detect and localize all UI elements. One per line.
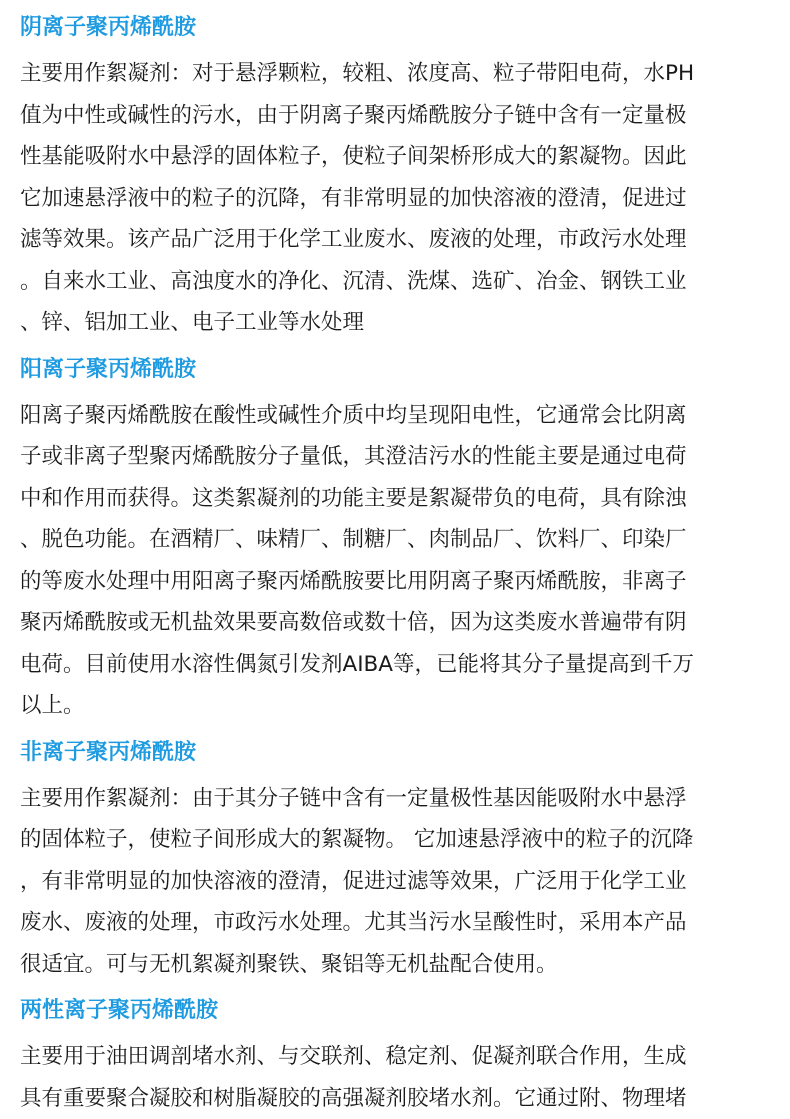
section-title-anionic: 阴离子聚丙烯酰胺 [20, 12, 770, 44]
paragraph-line: 主要用于油田调剖堵水剂、与交联剂、稳定剂、促凝剂联合作用，生成 [20, 1036, 770, 1078]
paragraph-line: 主要用作絮凝剂：对于悬浮颗粒，较粗、浓度高、粒子带阳电荷，水PH [20, 53, 770, 95]
paragraph-line: 性基能吸附水中悬浮的固体粒子，使粒子间架桥形成大的絮凝物。因此 [20, 136, 770, 178]
paragraph-line: 的固体粒子，使粒子间形成大的絮凝物。 它加速悬浮液中的粒子的沉降 [20, 819, 770, 861]
paragraph-line: 废水、废液的处理，市政污水处理。尤其当污水呈酸性时，采用本产品 [20, 902, 770, 944]
paragraph-line: 子或非离子型聚丙烯酰胺分子量低，其澄洁污水的性能主要是通过电荷 [20, 436, 770, 478]
paragraph-line: 、脱色功能。在酒精厂、味精厂、制糖厂、肉制品厂、饮料厂、印染厂 [20, 519, 770, 561]
paragraph-line: 、锌、铝加工业、电子工业等水处理 [20, 302, 770, 344]
section-title-cationic: 阳离子聚丙烯酰胺 [20, 354, 770, 386]
paragraph-line: 它加速悬浮液中的粒子的沉降，有非常明显的加快溶液的澄清，促进过 [20, 178, 770, 220]
paragraph-line: 中和作用而获得。这类絮凝剂的功能主要是絮凝带负的电荷，具有除浊 [20, 478, 770, 520]
paragraph-line: 主要用作絮凝剂：由于其分子链中含有一定量极性基因能吸附水中悬浮 [20, 778, 770, 820]
paragraph-line: 具有重要聚合凝胶和树脂凝胶的高强凝剂胶堵水剂。它通过附、物理堵 [20, 1078, 770, 1119]
paragraph-line: ，有非常明显的加快溶液的澄清，促进过滤等效果，广泛用于化学工业 [20, 861, 770, 903]
paragraph-line: 的等废水处理中用阳离子聚丙烯酰胺要比用阴离子聚丙烯酰胺，非离子 [20, 561, 770, 603]
section-body-anionic [20, 53, 770, 344]
paragraph-line: 阳离子聚丙烯酰胺在酸性或碱性介质中均呈现阳电性，它通常会比阴离 [20, 395, 770, 437]
section-body-cationic [20, 395, 770, 727]
paragraph-line: 很适宜。可与无机絮凝剂聚铁、聚铝等无机盐配合使用。 [20, 944, 770, 986]
section-body-nonionic [20, 778, 770, 986]
section-title-nonionic: 非离子聚丙烯酰胺 [20, 737, 770, 769]
paragraph-line: 电荷。目前使用水溶性偶氮引发剂AIBA等，已能将其分子量提高到千万 [20, 644, 770, 686]
paragraph-line: 滤等效果。该产品广泛用于化学工业废水、废液的处理，市政污水处理 [20, 219, 770, 261]
paragraph-line: 以上。 [20, 685, 770, 727]
section-title-amphoteric: 两性离子聚丙烯酰胺 [20, 995, 770, 1027]
paragraph-line: 值为中性或碱性的污水，由于阴离子聚丙烯酰胺分子链中含有一定量极 [20, 95, 770, 137]
paragraph-line: 聚丙烯酰胺或无机盐效果要高数倍或数十倍，因为这类废水普遍带有阴 [20, 602, 770, 644]
paragraph-line: 。自来水工业、高浊度水的净化、沉清、洗煤、选矿、冶金、钢铁工业 [20, 261, 770, 303]
